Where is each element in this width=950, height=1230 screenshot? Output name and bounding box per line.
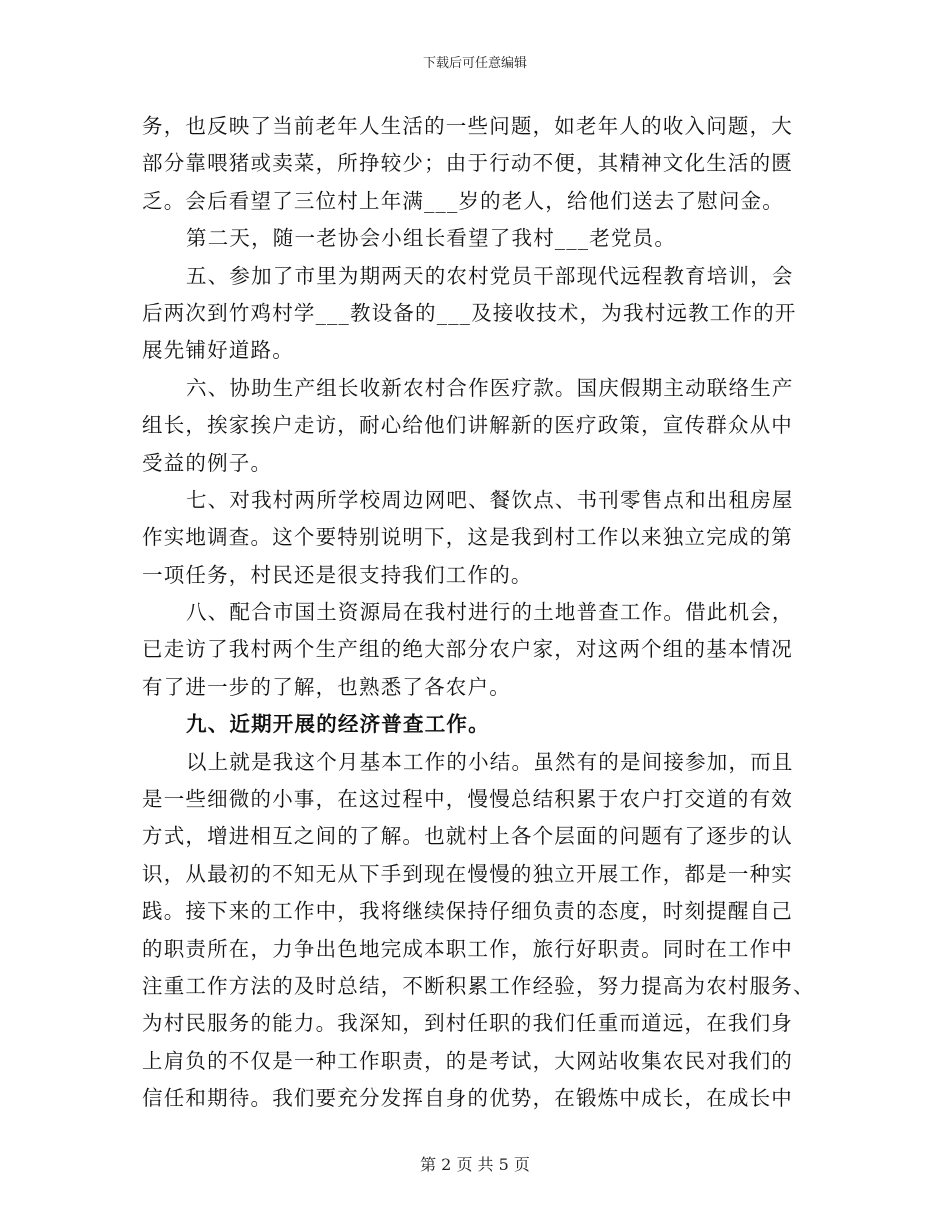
page-header: 下载后可任意编辑 <box>422 56 527 71</box>
body-line: 务，也反映了当前老年人生活的一些问题，如老年人的收入问题，大 <box>142 114 793 138</box>
body-line: 后两次到竹鸡村学___教设备的___及接收技术，为我村远教工作的开 <box>142 300 797 325</box>
section-heading: 九、近期开展的经济普查工作。 <box>186 712 490 737</box>
paragraph-start-line: 以上就是我这个月基本工作的小结。虽然有的是间接参加，而且 <box>186 749 794 774</box>
paragraph-start-line: 五、参加了市里为期两天的农村党员干部现代远程教育培训，会 <box>186 263 794 288</box>
body-line: 作实地调查。这个要特别说明下，这是我到村工作以来独立完成的第 <box>142 525 793 550</box>
body-line: 的职责所在，力争出色地完成本职工作，旅行好职责。同时在工作中 <box>142 936 793 961</box>
body-line: 方式，增进相互之间的了解。也就村上各个层面的问题有了逐步的认 <box>142 824 793 849</box>
body-line: 展先铺好道路。 <box>142 338 294 363</box>
body-line: 部分靠喂猪或卖菜，所挣较少；由于行动不便，其精神文化生活的匮 <box>142 151 793 176</box>
paragraph-start-line: 七、对我村两所学校周边网吧、餐饮点、书刊零售点和出租房屋 <box>186 487 794 512</box>
page-footer: 第 2 页 共 5 页 <box>420 1155 530 1174</box>
body-line: 已走访了我村两个生产组的绝大部分农户家，对这两个组的基本情况 <box>142 637 793 662</box>
body-line: 为村民服务的能力。我深知，到村任职的我们任重而道远，在我们身 <box>142 1011 793 1036</box>
body-line: 践。接下来的工作中，我将继续保持仔细负责的态度，时刻提醒自己 <box>142 899 793 924</box>
paragraph-start-line: 六、协助生产组长收新农村合作医疗款。国庆假期主动联络生产 <box>186 375 794 400</box>
body-line: 有了进一步的了解，也熟悉了各农户。 <box>142 674 511 699</box>
body-line: 识，从最初的不知无从下手到现在慢慢的独立开展工作，都是一种实 <box>142 861 793 886</box>
paragraph-start-line: 八、配合市国土资源局在我村进行的土地普查工作。借此机会， <box>186 600 794 625</box>
body-line: 是一些细微的小事，在这过程中，慢慢总结积累于农户打交道的有效 <box>142 787 793 812</box>
body-line: 组长，挨家挨户走访，耐心给他们讲解新的医疗政策，宣传群众从中 <box>142 413 793 438</box>
paragraph-start-line: 第二天，随一老协会小组长看望了我村___老党员。 <box>186 226 677 251</box>
document-body <box>142 108 815 1118</box>
body-line: 信任和期待。我们要充分发挥自身的优势，在锻炼中成长，在成长中 <box>142 1086 793 1111</box>
body-line: 一项任务，村民还是很支持我们工作的。 <box>142 562 533 587</box>
body-line: 注重工作方法的及时总结，不断积累工作经验，努力提高为农村服务、 <box>142 973 815 998</box>
body-line: 上肩负的不仅是一种工作职责，的是考试，大网站收集农民对我们的 <box>142 1048 793 1073</box>
body-line: 受益的例子。 <box>142 450 273 475</box>
body-line: 乏。会后看望了三位村上年满___岁的老人，给他们送去了慰问金。 <box>142 188 784 213</box>
